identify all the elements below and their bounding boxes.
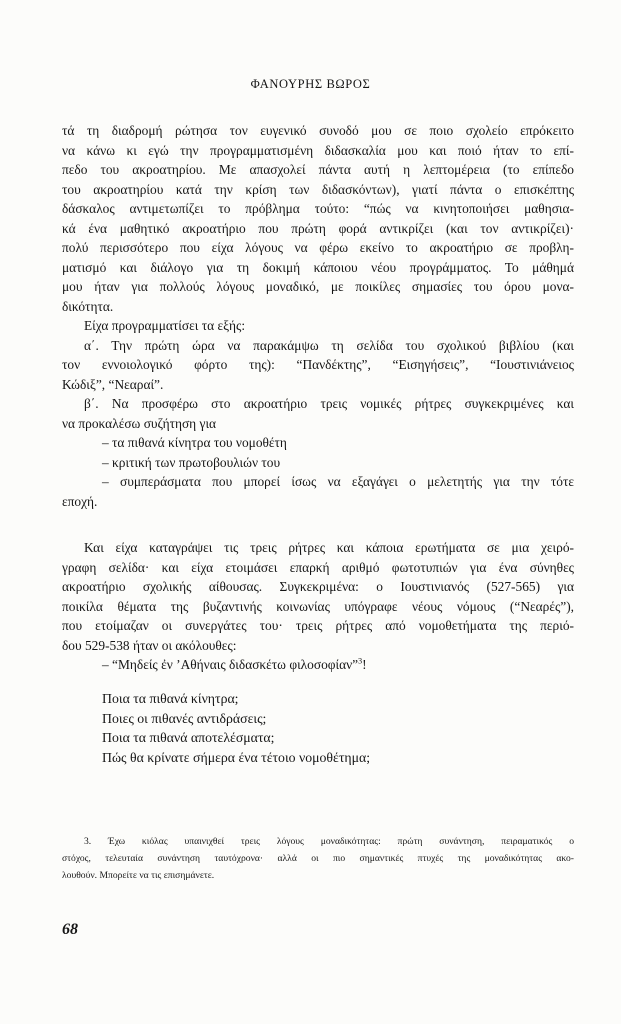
text-line: γραφη σελίδα· και είχα ετοιμάσει επαρκή αριθμό φωτοτυπιών για ένα σύνηθες bbox=[62, 559, 574, 575]
running-header: ΦΑΝΟΥΡΗΣ ΒΩΡΟΣ bbox=[250, 77, 371, 91]
text-line: να κάνω κι εγώ την προγραμματισμένη διδασκαλία μου και ποιό ήταν το επί- bbox=[62, 142, 574, 158]
text-line: του ακροατηρίου κατά την κρίση των διδασκόντων), γιατί πάντα ο επισκέπτης bbox=[62, 181, 574, 197]
plan-intro: Είχα προγραμματίσει τα εξής: bbox=[84, 318, 246, 333]
question-line: Πώς θα κρίνατε σήμερα ένα τέτοιο νομοθέτημα; bbox=[102, 749, 371, 765]
text-line: τά τη διαδρομή ρώτησα τον ευγενικό συνοδό μου σε ποιο σχολείο επρόκειτο bbox=[62, 123, 574, 138]
item-a-line: α΄. Την πρώτη ώρα να παρακάμψω τη σελίδα του σχολικού βιβλίου (και bbox=[84, 337, 574, 353]
question-line: Ποια τα πιθανά κίνητρα; bbox=[102, 691, 239, 706]
footnote-ref[interactable]: 3 bbox=[358, 656, 363, 666]
text-line: δικότητα. bbox=[62, 298, 114, 314]
item-b-line: β΄. Να προσφέρω στο ακροατήριο τρεις νομικές ρήτρες συγκεκριμένες και bbox=[84, 396, 574, 411]
text-line: ποικίλα θέματα της βυζαντινής κοινωνίας υπόγραφε νέους νόμους (“Νεαρές”), bbox=[62, 598, 574, 614]
footnote-line: 3. Έχω κιόλας υπαινιχθεί τρεις λόγους μοναδικότητας: πρώτη συνάντηση, πειραματικός ο bbox=[84, 836, 574, 847]
text-line: ακροατήριο σχολικής αίθουσας. Συγκεκριμένα: ο Ιουστινιανός (527-565) για bbox=[62, 579, 574, 594]
page-number: 68 bbox=[62, 921, 78, 938]
text-line: ματισμό και διάλογο για τη δοκιμή κάποιου νέου προγράμματος. Το μάθημά bbox=[62, 259, 574, 275]
greek-quote bbox=[62, 655, 574, 675]
text-line: δου 529-538 ήταν οι ακόλουθες: bbox=[62, 637, 237, 653]
text-line: δάσκαλος αντιμετωπίζει το πρόβλημα τούτο: “πώς να κινητοποιήσει μαθησια- bbox=[62, 201, 574, 216]
dash-item-tail: εποχή. bbox=[62, 493, 98, 509]
dash-item: – κριτική των πρωτοβουλιών του bbox=[102, 454, 281, 470]
plan-section bbox=[62, 316, 574, 511]
text-line: Και είχα καταγράψει τις τρεις ρήτρες και κάποια ερωτήματα σε μια χειρό- bbox=[84, 540, 574, 555]
paragraph-2 bbox=[62, 538, 574, 675]
text-line: πεδο του ακροατηρίου. Με απασχολεί πάντα αυτή η λεπτομέρεια (το επίπεδο bbox=[62, 162, 574, 177]
quote-tail: ! bbox=[362, 657, 367, 672]
item-a-line: Κώδιξ”, “Νεαραί”. bbox=[62, 376, 164, 392]
dash-item: – τα πιθανά κίνητρα του νομοθέτη bbox=[102, 435, 287, 450]
footnote-line: λουθούν. Μπορείτε να τις επισημάνετε. bbox=[62, 870, 215, 881]
footnote bbox=[62, 833, 574, 884]
dash-item: – συμπεράσματα που μπορεί ίσως να εξαγάγει ο μελετητής για την τότε bbox=[102, 474, 574, 489]
question-line: Ποιες οι πιθανές αντιδράσεις; bbox=[102, 710, 267, 726]
question-line: Ποια τα πιθανά αποτελέσματα; bbox=[102, 730, 275, 745]
paragraph-1 bbox=[62, 121, 574, 316]
questions-list bbox=[62, 689, 574, 767]
text-line: κά ένα μαθητικό ακροατήριο που πρώτη φορά αντικρίζει (και τον αντικρίζει)· bbox=[62, 220, 574, 236]
text-line: που ετοίμαζαν οι συνεργάτες του· τρεις ρήτρες από νομοθετήματα της περιό- bbox=[62, 618, 574, 633]
item-a-line: τον εννοιολογικό φόρτο της): “Πανδέκτης”, “Εισηγήσεις”, “Ιουστινιάνειος bbox=[62, 357, 574, 372]
quote-text: – “Μηδείς ἐν ’Αθήναις διδασκέτω φιλοσοφίαν” bbox=[102, 657, 359, 672]
item-b-line: να προκαλέσω συζήτηση για bbox=[62, 415, 217, 431]
text-line: μου ήταν για πολλούς λόγους μοναδικό, με ποικίλες σημασίες του όρου μονα- bbox=[62, 279, 574, 294]
footnote-line: στόχος, τελευταία συνάντηση ταυτόχρονα· αλλά οι πιο σημαντικές πτυχές της μοναδικότητας ακο- bbox=[62, 853, 574, 864]
text-line: πολύ περισσότερο που είχα λόγους να φέρω εκείνο το ακροατήριο σε προβλη- bbox=[62, 240, 574, 255]
